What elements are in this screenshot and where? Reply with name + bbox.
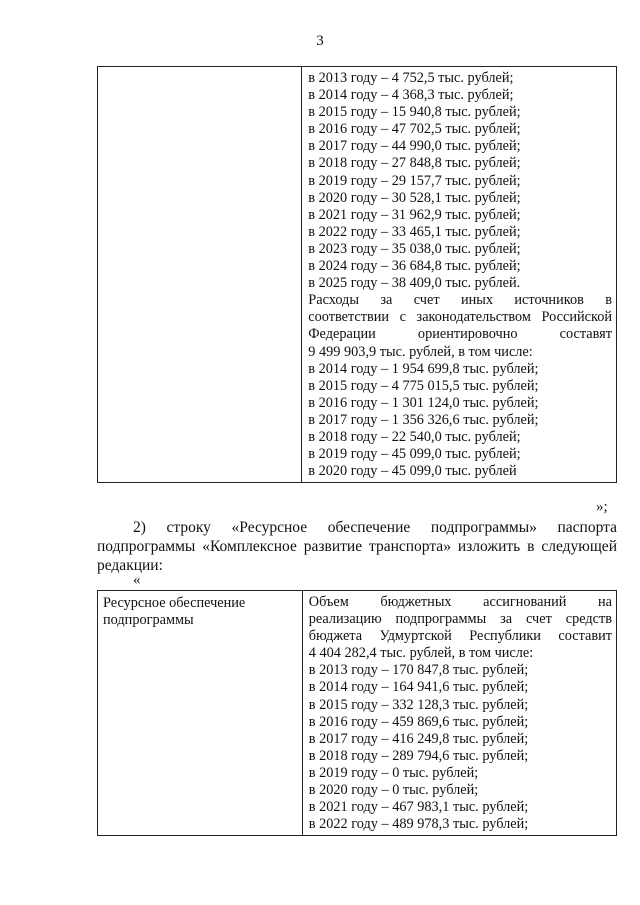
- funding-line-2014: в 2014 году – 4 368,3 тыс. рублей;: [308, 87, 514, 104]
- funding-line-2020: в 2020 году – 30 528,1 тыс. рублей;: [308, 189, 521, 206]
- other-line-2016: в 2016 году – 1 301 124,0 тыс. рублей;: [308, 394, 539, 411]
- budget-line-2014: в 2014 году – 164 941,6 тыс. рублей;: [308, 679, 529, 696]
- closing-quote: »;: [596, 499, 608, 515]
- funding-line-2016: в 2016 году – 47 702,5 тыс. рублей;: [308, 121, 521, 138]
- intro-text-2: реализацию подпрограммы за счет средств: [308, 611, 612, 628]
- funding-line-2019: в 2019 году – 29 157,7 тыс. рублей;: [308, 172, 521, 189]
- other-sources-text-2: соответствии с законодательством Российской: [308, 309, 612, 326]
- budget-line-2015: в 2015 году – 332 128,3 тыс. рублей;: [308, 696, 529, 713]
- table-cell-label: [98, 67, 302, 483]
- budget-line-2018: в 2018 году – 289 794,6 тыс. рублей;: [308, 747, 529, 764]
- funding-line-2023: в 2023 году – 35 038,0 тыс. рублей;: [308, 240, 521, 257]
- budget-line-2017: в 2017 году – 416 249,8 тыс. рублей;: [308, 730, 529, 747]
- other-line-2014: в 2014 году – 1 954 699,8 тыс. рублей;: [308, 360, 539, 377]
- other-sources-text-3: Федерации ориентировочно составят: [308, 326, 612, 343]
- table-row: [98, 591, 617, 836]
- budget-line-2020: в 2020 году – 0 тыс. рублей;: [308, 782, 479, 799]
- intro-total: 4 404 282,4 тыс. рублей, в том числе:: [308, 645, 534, 662]
- amendment-paragraph: [97, 518, 617, 575]
- funding-line-2015: в 2015 году – 15 940,8 тыс. рублей;: [308, 104, 521, 121]
- other-line-2015: в 2015 году – 4 775 015,5 тыс. рублей;: [308, 377, 539, 394]
- paragraph-line-1: 2) строку «Ресурсное обеспечение подпрограммы» паспорта: [133, 519, 617, 536]
- budget-line-2019: в 2019 году – 0 тыс. рублей;: [308, 764, 479, 781]
- opening-quote: «: [133, 572, 141, 588]
- other-line-2020: в 2020 году – 45 099,0 тыс. рублей: [308, 463, 517, 480]
- funding-line-2013: в 2013 году – 4 752,5 тыс. рублей;: [308, 70, 514, 86]
- other-line-2018: в 2018 году – 22 540,0 тыс. рублей;: [308, 428, 521, 445]
- funding-line-2022: в 2022 году – 33 465,1 тыс. рублей;: [308, 223, 521, 240]
- table-cell-content: [302, 67, 617, 483]
- cell-label-text: [98, 67, 301, 71]
- budget-line-2022: в 2022 году – 489 978,3 тыс. рублей;: [308, 816, 529, 833]
- paragraph-line-2: подпрограммы «Комплексное развитие транспорта» изложить в следующей: [97, 538, 617, 555]
- intro-text-3: бюджета Удмуртской Республики составит: [308, 628, 612, 645]
- budget-line-2016: в 2016 году – 459 869,6 тыс. рублей;: [308, 713, 529, 730]
- funding-line-2017: в 2017 году – 44 990,0 тыс. рублей;: [308, 138, 521, 155]
- funding-line-2021: в 2021 году – 31 962,9 тыс. рублей;: [308, 206, 521, 223]
- other-line-2017: в 2017 году – 1 356 326,6 тыс. рублей;: [308, 411, 539, 428]
- budget-line-2021: в 2021 году – 467 983,1 тыс. рублей;: [308, 799, 529, 816]
- budget-line-2013: в 2013 году – 170 847,8 тыс. рублей;: [308, 662, 529, 679]
- page-number: 3: [316, 33, 324, 49]
- funding-table-new: [97, 590, 617, 836]
- other-sources-total: 9 499 903,9 тыс. рублей, в том числе:: [308, 343, 533, 360]
- table-row: [98, 67, 617, 483]
- paragraph-line-3: редакции:: [97, 557, 163, 574]
- other-line-2019: в 2019 году – 45 099,0 тыс. рублей;: [308, 446, 521, 463]
- cell-label-text: Ресурсное обеспечение подпрограммы: [103, 595, 246, 629]
- funding-line-2025: в 2025 году – 38 409,0 тыс. рублей.: [308, 275, 521, 292]
- table-cell-label: [98, 591, 303, 836]
- intro-text-1: Объем бюджетных ассигнований на: [308, 594, 612, 610]
- other-sources-text-1: Расходы за счет иных источников в: [308, 292, 612, 309]
- funding-line-2024: в 2024 году – 36 684,8 тыс. рублей;: [308, 258, 521, 275]
- table-cell-content: [302, 591, 616, 836]
- funding-table-continued: [97, 66, 617, 483]
- funding-line-2018: в 2018 году – 27 848,8 тыс. рублей;: [308, 155, 521, 172]
